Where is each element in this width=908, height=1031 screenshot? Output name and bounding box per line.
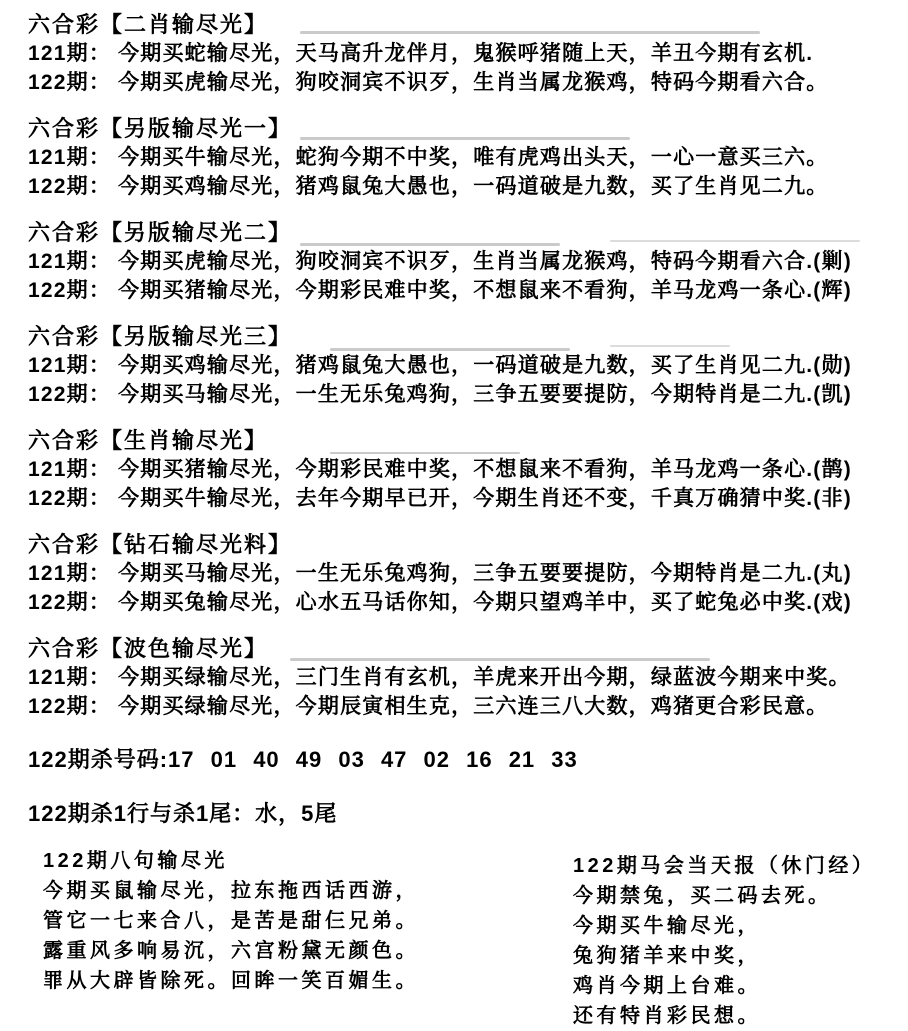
section-title: 六合彩【二肖输尽光】 (28, 12, 269, 37)
lottery-section (28, 218, 908, 305)
report-line: 今期买牛输尽光， (573, 915, 761, 937)
prediction-line: 121期： 今期买蛇输尽光，天马高升龙伴月，鬼猴呼猪随上天，羊丑今期有玄机. (28, 42, 814, 65)
prediction-line: 121期： 今期买虎输尽光，狗咬洞宾不识歹，生肖当属龙猴鸡，特码今期看六合.(剿) (28, 250, 852, 273)
lottery-section (28, 114, 908, 201)
bottom-columns (28, 846, 908, 1027)
prediction-line: 122期： 今期买猪输尽光，今期彩民难中奖，不想鼠来不看狗，羊马龙鸡一条心.(辉) (28, 279, 852, 302)
verse-line: 露重风多响易沉，六宫粉黛无颜色。 (43, 940, 419, 962)
verse-line: 今期买鼠输尽光，拉东拖西话西游， (43, 880, 419, 902)
prediction-line: 122期： 今期买牛输尽光，去年今期早已开，今期生肖还不变，千真万确猜中奖.(非) (28, 487, 852, 510)
prediction-line: 122期： 今期买鸡输尽光，猪鸡鼠兔大愚也，一码道破是九数，买了生肖见二九。 (28, 175, 829, 198)
prediction-line: 121期： 今期买马输尽光，一生无乐兔鸡狗，三争五要要提防，今期特肖是二九.(丸) (28, 562, 852, 585)
prediction-line: 122期： 今期买马输尽光，一生无乐兔鸡狗，三争五要要提防，今期特肖是二九.(凯) (28, 383, 852, 406)
prediction-line: 122期： 今期买虎输尽光，狗咬洞宾不识歹，生肖当属龙猴鸡，特码今期看六合。 (28, 71, 829, 94)
prediction-line: 121期： 今期买猪输尽光，今期彩民难中奖，不想鼠来不看狗，羊马龙鸡一条心.(鹊) (28, 458, 852, 481)
report-line: 还有特肖彩民想。 (573, 1005, 761, 1027)
kill-row-tail-line: 122期杀1行与杀1尾：水，5尾 (28, 801, 338, 826)
daily-report-heading: 122期马会当天报（休门经） (573, 855, 876, 877)
lottery-section (28, 634, 908, 721)
section-title: 六合彩【另版输尽光一】 (28, 116, 293, 141)
section-title: 六合彩【生肖输尽光】 (28, 428, 269, 453)
kill-numbers-line: 122期杀号码:17 01 40 49 03 47 02 16 21 33 (28, 747, 578, 772)
lottery-section (28, 322, 908, 409)
section-title: 六合彩【波色输尽光】 (28, 636, 269, 661)
section-title: 六合彩【另版输尽光三】 (28, 324, 293, 349)
prediction-line: 122期： 今期买兔输尽光，心水五马话你知，今期只望鸡羊中，买了蛇兔必中奖.(戏) (28, 591, 852, 614)
lottery-section (28, 10, 908, 97)
lottery-section (28, 426, 908, 513)
section-title: 六合彩【钻石输尽光料】 (28, 532, 293, 557)
report-line: 今期禁兔，买二码去死。 (573, 885, 832, 907)
report-line: 兔狗猪羊来中奖， (573, 945, 761, 967)
verse-line: 管它一七来合八，是苦是甜仨兄弟。 (43, 910, 419, 932)
prediction-line: 121期： 今期买鸡输尽光，猪鸡鼠兔大愚也，一码道破是九数，买了生肖见二九.(勋) (28, 354, 852, 377)
report-line: 鸡肖今期上台难。 (573, 975, 761, 997)
prediction-line: 121期： 今期买牛输尽光，蛇狗今期不中奖，唯有虎鸡出头天，一心一意买三六。 (28, 146, 829, 169)
verse-line: 罪从大辟皆除死。回眸一笑百媚生。 (43, 970, 419, 992)
eight-verse-heading: 122期八句输尽光 (43, 850, 228, 872)
daily-report-block (573, 851, 875, 1031)
section-title: 六合彩【另版输尽光二】 (28, 220, 293, 245)
prediction-line: 122期： 今期买绿输尽光，今期辰寅相生克，三六连三八大数，鸡猪更合彩民意。 (28, 695, 829, 718)
prediction-line: 121期： 今期买绿输尽光，三门生肖有玄机，羊虎来开出今期，绿蓝波今期来中奖。 (28, 666, 851, 689)
lottery-section (28, 530, 908, 617)
